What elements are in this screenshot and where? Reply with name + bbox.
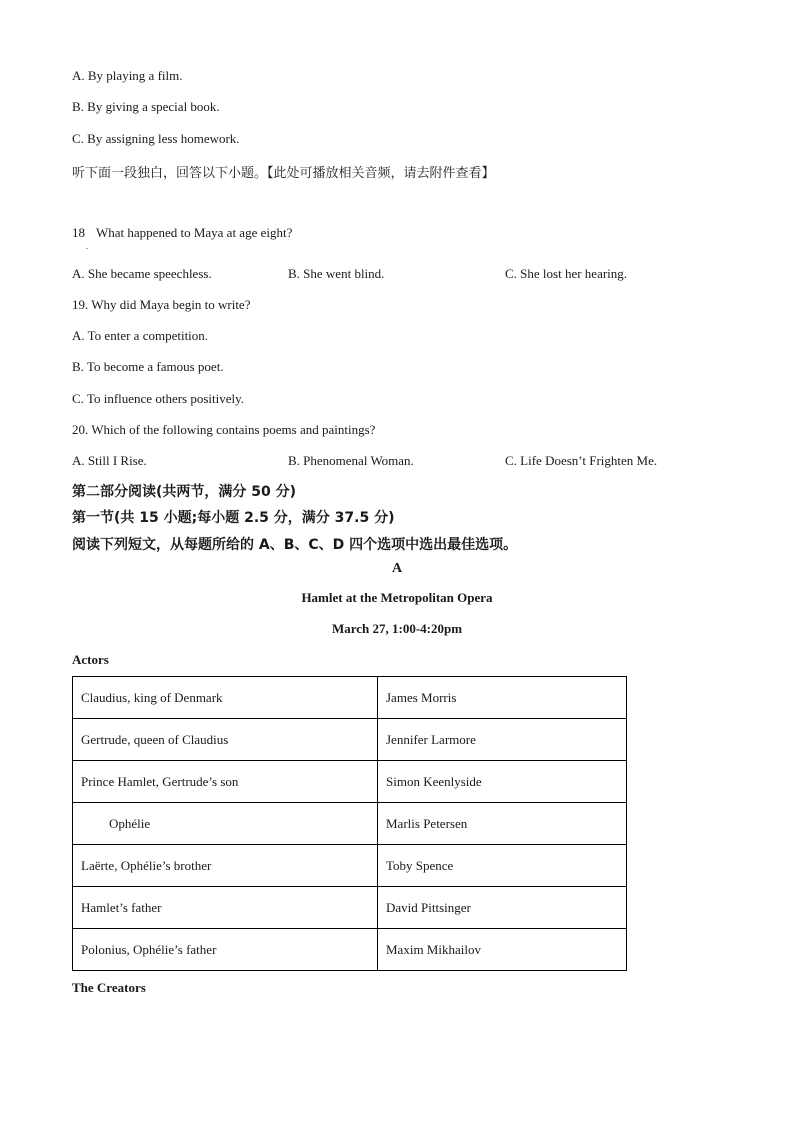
q18-question: What happened to Maya at age eight? (96, 225, 293, 240)
q20-question: 20. Which of the following contains poems and paintings? (72, 422, 376, 437)
table-row (73, 677, 627, 719)
q19-question: 19. Why did Maya begin to write? (72, 297, 251, 312)
actor-cell: Jennifer Larmore (378, 719, 627, 761)
reading-instruction: 阅读下列短文，从每题所给的 A、B、C、D 四个选项中选出最佳选项。 (72, 537, 518, 553)
actor-cell: Toby Spence (378, 845, 627, 887)
monologue-instruction: 听下面一段独白，回答以下小题。【此处可播放相关音频，请去附件查看】 (72, 166, 495, 181)
role-cell: Prince Hamlet, Gertrude’s son (73, 761, 378, 803)
creators-heading: The Creators (72, 980, 146, 995)
reading-part-title: 第二部分阅读(共两节，满分 50 分) (72, 484, 297, 500)
q19-option-b: B. To become a famous poet. (72, 359, 224, 374)
passage-letter: A (391, 561, 403, 576)
table-row (73, 845, 627, 887)
actors-heading: Actors (72, 652, 109, 667)
q18-option-b: B. She went blind. (288, 266, 385, 281)
table-row (73, 929, 627, 971)
passage-title: Hamlet at the Metropolitan Opera (301, 590, 493, 605)
actor-cell: Simon Keenlyside (378, 761, 627, 803)
table-row (73, 887, 627, 929)
q20-option-c: C. Life Doesn’t Frighten Me. (505, 453, 658, 468)
q20-option-a: A. Still I Rise. (72, 453, 147, 468)
q18-dot: . (86, 242, 88, 251)
q17-option-a: A. By playing a film. (72, 68, 183, 83)
actor-cell: James Morris (378, 677, 627, 719)
q18-number: 18 (72, 225, 85, 240)
role-cell: Ophélie (73, 803, 378, 845)
actor-cell: Marlis Petersen (378, 803, 627, 845)
q17-option-b: B. By giving a special book. (72, 99, 220, 114)
q18-option-c: C. She lost her hearing. (505, 266, 628, 281)
role-cell: Laërte, Ophélie’s brother (73, 845, 378, 887)
role-cell: Gertrude, queen of Claudius (73, 719, 378, 761)
q19-option-c: C. To influence others positively. (72, 391, 245, 406)
actor-cell: Maxim Mikhailov (378, 929, 627, 971)
actor-cell: David Pittsinger (378, 887, 627, 929)
actors-table (72, 676, 627, 971)
table-row (73, 761, 627, 803)
table-row (73, 803, 627, 845)
q18-option-a: A. She became speechless. (72, 266, 212, 281)
q20-option-b: B. Phenomenal Woman. (288, 453, 414, 468)
q19-option-a: A. To enter a competition. (72, 328, 209, 343)
role-cell: Polonius, Ophélie’s father (73, 929, 378, 971)
table-row (73, 719, 627, 761)
role-cell: Hamlet’s father (73, 887, 378, 929)
reading-section-title: 第一节(共 15 小题;每小题 2.5 分，满分 37.5 分) (72, 510, 395, 526)
passage-date: March 27, 1:00-4:20pm (331, 621, 463, 636)
role-cell: Claudius, king of Denmark (73, 677, 378, 719)
q17-option-c: C. By assigning less homework. (72, 131, 240, 146)
